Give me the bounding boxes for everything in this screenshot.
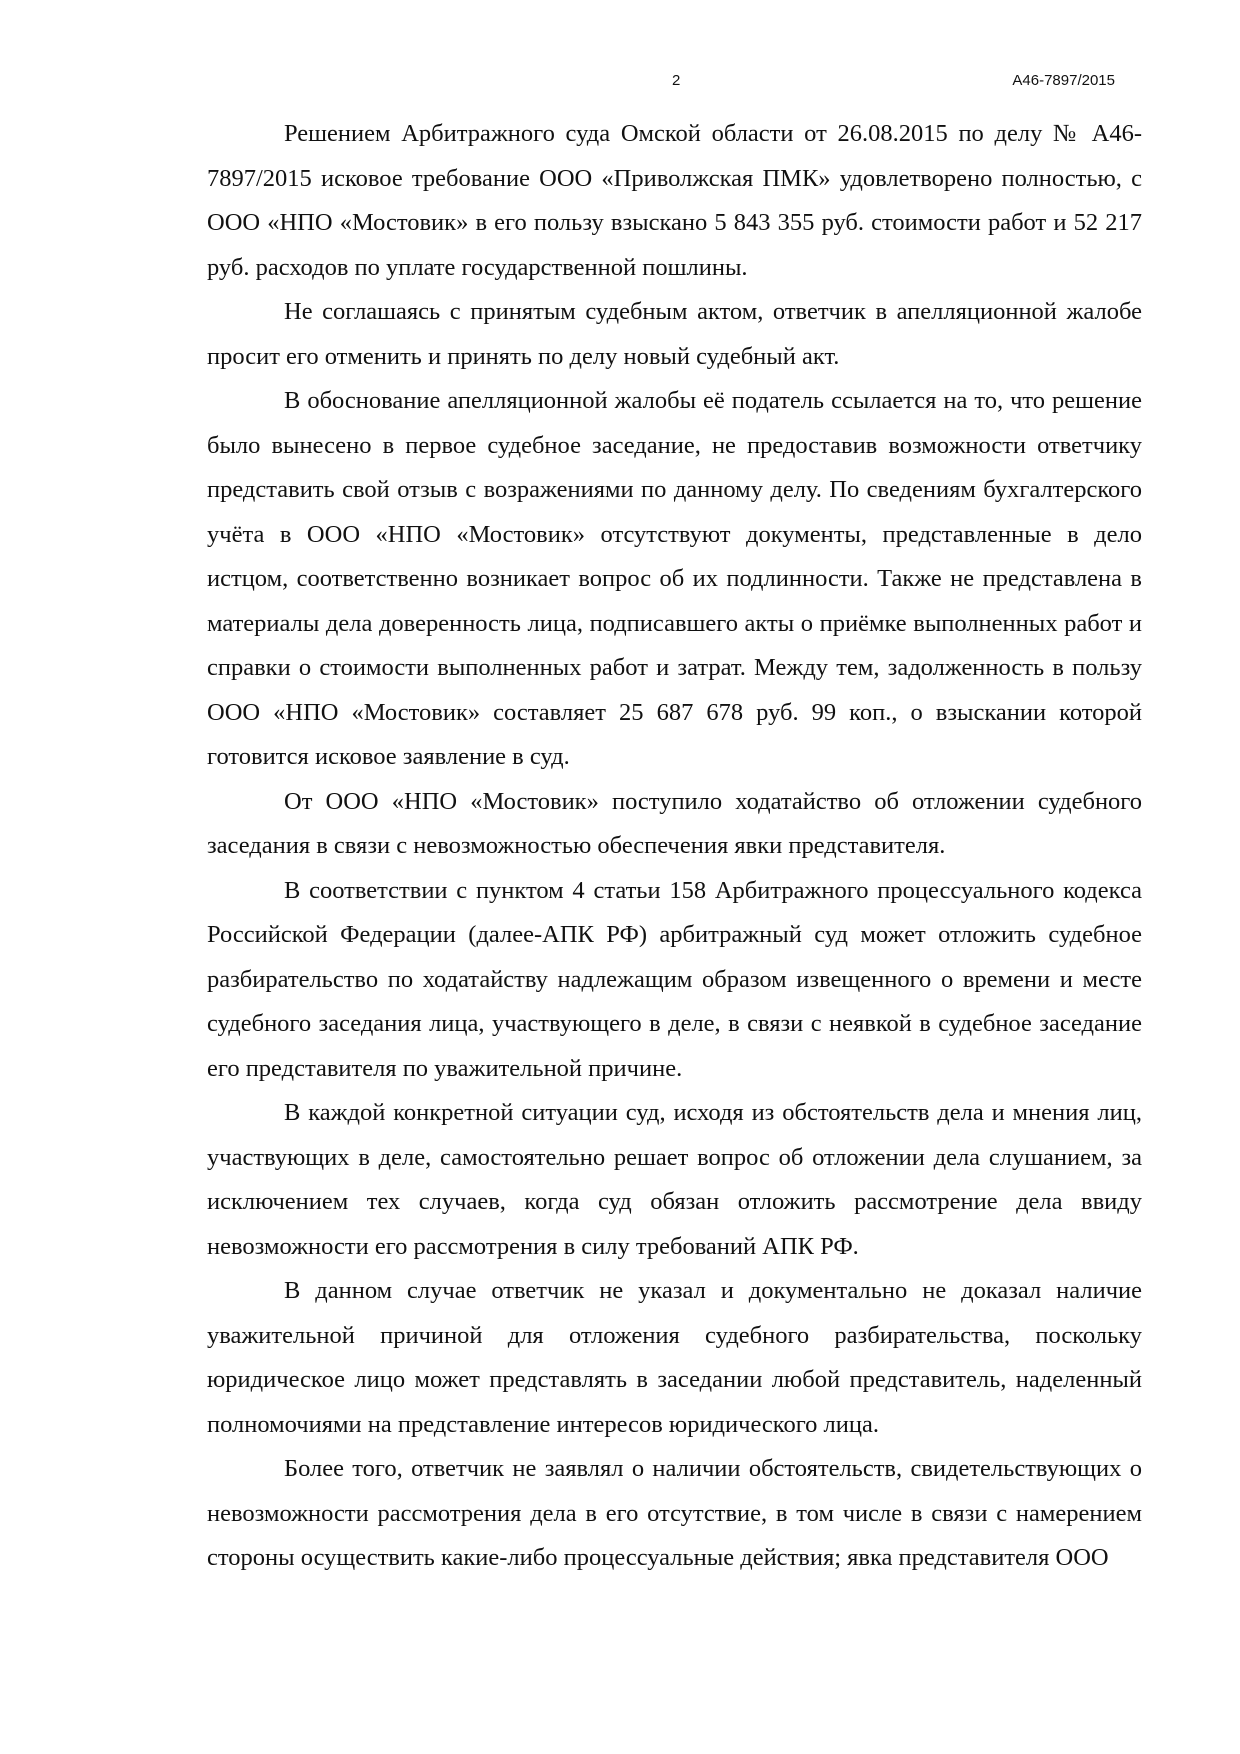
- paragraph-decision: Решением Арбитражного суда Омской области от 26.08.2015 по делу № А46-7897/2015 исковое требование ООО «Приволжская ПМК» удовлетворено полностью, с ООО «НПО «Мостовик» в его пользу взыскано 5 843 355 руб. стоимости работ и 52 217 руб. расходов по уплате государственной пошлины.: [207, 120, 1142, 281]
- document-body: [207, 112, 1142, 1581]
- page-number: 2: [672, 72, 681, 89]
- paragraph-moreover: Более того, ответчик не заявлял о наличии обстоятельств, свидетельствующих о невозможности рассмотрения дела в его отсутствие, в том числе в связи с намерением стороны осуществить какие-либо процессуальные действия; явка представителя ООО: [207, 1455, 1142, 1571]
- case-number: А46-7897/2015: [1012, 72, 1115, 89]
- paragraph-court-discretion: В каждой конкретной ситуации суд, исходя из обстоятельств дела и мнения лиц, участвующих в деле, самостоятельно решает вопрос об отложении дела слушанием, за исключением тех случаев, когда суд обязан отложить рассмотрение дела ввиду невозможности его рассмотрения в силу требований АПК РФ.: [207, 1099, 1142, 1260]
- paragraph-postponement-motion: От ООО «НПО «Мостовик» поступило ходатайство об отложении судебного заседания в связи с невозможностью обеспечения явки представителя.: [207, 787, 1142, 859]
- paragraph-no-valid-reason: В данном случае ответчик не указал и документально не доказал наличие уважительной причиной для отложения судебного разбирательства, поскольку юридическое лицо может представлять в заседании любой представитель, наделенный полномочиями на представление интересов юридического лица.: [207, 1277, 1142, 1438]
- paragraph-appeal-grounds: В обоснование апелляционной жалобы её податель ссылается на то, что решение было вынесено в первое судебное заседание, не предоставив возможности ответчику представить свой отзыв с возражениями по данному делу. По сведениям бухгалтерского учёта в ООО «НПО «Мостовик» отсутствуют документы, представленные в дело истцом, соответственно возникает вопрос об их подлинности. Также не представлена в материалы дела доверенность лица, подписавшего акты о приёмке выполненных работ и справки о стоимости выполненных работ и затрат. Между тем, задолженность в пользу ООО «НПО «Мостовик» составляет 25 687 678 руб. 99 коп., о взыскании которой готовится исковое заявление в суд.: [207, 387, 1142, 770]
- paragraph-disagreement: Не соглашаясь с принятым судебным актом, ответчик в апелляционной жалобе просит его отменить и принять по делу новый судебный акт.: [207, 298, 1142, 370]
- page-header: [0, 72, 1240, 96]
- paragraph-apk-article: В соответствии с пунктом 4 статьи 158 Арбитражного процессуального кодекса Российской Федерации (далее-АПК РФ) арбитражный суд может отложить судебное разбирательство по ходатайству надлежащим образом извещенного о времени и месте судебного заседания лица, участвующего в деле, в связи с неявкой в судебное заседание его представителя по уважительной причине.: [207, 876, 1142, 1082]
